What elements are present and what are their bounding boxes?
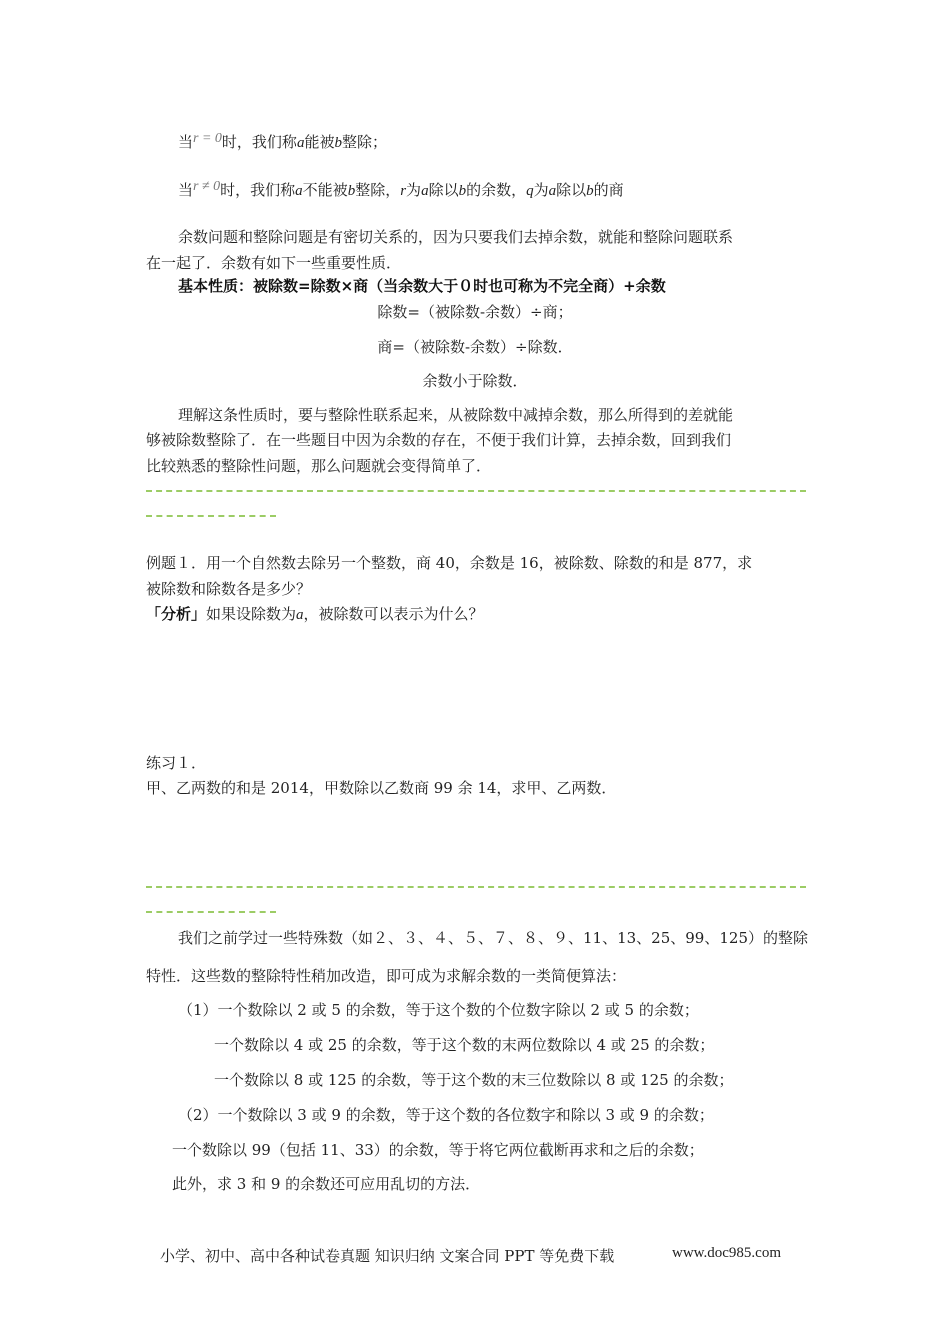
separator-dashed-2-tail [146, 911, 276, 913]
footer-url[interactable]: www.doc985.com [672, 1245, 782, 1261]
formula-quotient: 商=（被除数-余数）÷除数． [377, 338, 573, 356]
def-line-not-divisible: 当r ≠ 0时，我们称a不能被b整除，r为a除以b的余数，q为a除以b的商 [178, 179, 624, 199]
understanding-line-2: 够被除数整除了．在一些题目中因为余数的存在，不便于我们计算，去掉余数，回到我们 [146, 431, 732, 449]
separator-dashed [146, 490, 806, 492]
rule-2: 一个数除以 4 或 25 的余数，等于这个数的末两位数除以 4 或 25 的余数； [214, 1036, 715, 1054]
example1-analysis: 「分析」如果设除数为a，被除数可以表示为什么？ [146, 605, 484, 623]
rule-5: 一个数除以 99（包括 11、33）的余数，等于将它两位截断再求和之后的余数； [172, 1141, 704, 1159]
rule-3: 一个数除以 8 或 125 的余数，等于这个数的末三位数除以 8 或 125 的余数； [214, 1071, 734, 1089]
practice1-title: 练习１． [146, 754, 207, 772]
special-line-1: 我们之前学过一些特殊数（如２、３、４、５、７、８、９、11、13、25、99、125）的整除 [178, 929, 808, 947]
example1-line-2: 被除数和除数各是多少？ [146, 580, 312, 598]
footer-text: 小学、初中、高中各种试卷真题 知识归纳 文案合同 PPT 等免费下载 [160, 1247, 615, 1265]
def-line-divisible: 当r = 0时，我们称a能被b整除； [178, 131, 387, 151]
separator-dashed-2 [146, 886, 806, 888]
math-r-not-equal-0: r ≠ 0 [193, 179, 221, 194]
formula-remainder-less: 余数小于除数． [422, 372, 528, 390]
rule-4: （2）一个数除以 3 或 9 的余数，等于这个数的各位数字和除以 3 或 9 的余数； [178, 1106, 714, 1124]
intro-line-2: 在一起了．余数有如下一些重要性质． [146, 254, 402, 272]
example1-line-1: 例题１．用一个自然数去除另一个整数，商 40，余数是 16，被除数、除数的和是 877，求 [146, 554, 753, 572]
rule-1: （1）一个数除以 2 或 5 的余数，等于这个数的个位数字除以 2 或 5 的余数； [178, 1001, 699, 1019]
special-line-2: 特性．这些数的整除特性稍加改造，即可成为求解余数的一类简便算法： [146, 967, 627, 985]
formula-divisor: 除数=（被除数-余数）÷商； [377, 303, 573, 321]
understanding-line-3: 比较熟悉的整除性问题，那么问题就会变得简单了． [146, 457, 492, 475]
intro-line-1: 余数问题和整除问题是有密切关系的，因为只要我们去掉余数，就能和整除问题联系 [178, 228, 734, 246]
analysis-label: 「分析」 [146, 605, 207, 623]
understanding-line-1: 理解这条性质时，要与整除性联系起来，从被除数中减掉余数，那么所得到的差就能 [178, 406, 734, 424]
rule-6: 此外，求 3 和 9 的余数还可应用乱切的方法． [172, 1175, 481, 1193]
basic-property: 基本性质：被除数=除数×商（当余数大于０时也可称为不完全商）+余数 [178, 277, 666, 295]
separator-dashed-tail [146, 515, 276, 517]
math-r-equals-0: r = 0 [193, 131, 222, 146]
practice1-text: 甲、乙两数的和是 2014，甲数除以乙数商 99 余 14，求甲、乙两数． [146, 779, 617, 797]
